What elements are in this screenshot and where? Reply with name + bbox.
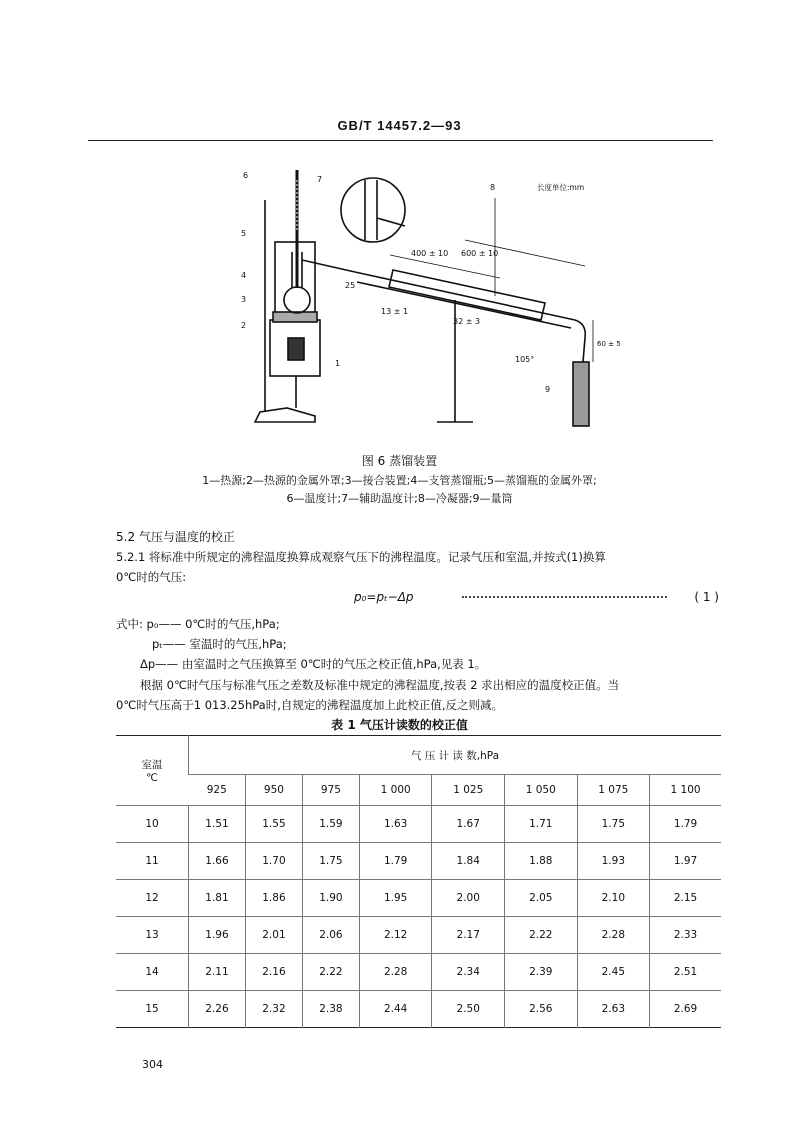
value-cell: 1.55 [245,806,302,843]
callout-7: 7 [317,175,323,184]
graduated-cylinder [573,362,589,426]
column-header-row [116,775,721,806]
temp-cell: 10 [116,806,189,843]
callout-2: 2 [241,321,247,330]
value-cell: 1.90 [302,880,359,917]
table-row [116,954,721,991]
value-cell: 1.96 [189,917,246,954]
value-cell: 2.38 [302,991,359,1028]
value-cell: 2.39 [505,954,578,991]
value-cell: 2.51 [650,954,721,991]
document-header: GB/T 14457.2—93 [337,118,462,133]
condenser-jacket [389,270,545,320]
column-header: 1 075 [577,775,650,806]
callout-1: 1 [335,359,341,368]
value-cell: 1.67 [432,806,505,843]
column-header: 975 [302,775,359,806]
table-title: 表 1 气压计读数的校正值 [331,718,468,732]
value-cell: 1.71 [505,806,578,843]
column-header: 1 050 [505,775,578,806]
table-row [116,806,721,843]
figure-legend-line-1: 1—热源;2—热源的金属外罩;3—接合装置;4—支管蒸馏瓶;5—蒸馏瓶的金属外罩; [202,474,597,487]
callout-5: 5 [241,229,247,238]
value-cell: 1.84 [432,843,505,880]
row-header-unit: ℃ [146,772,158,784]
temp-cell: 13 [116,917,189,954]
value-cell: 2.44 [359,991,432,1028]
value-cell: 2.34 [432,954,505,991]
column-header: 1 000 [359,775,432,806]
value-cell: 1.93 [577,843,650,880]
distillation-apparatus-figure [215,160,621,435]
value-cell: 1.79 [650,806,721,843]
value-cell: 2.06 [302,917,359,954]
para-1-line-1: 5.2.1 将标准中所规定的沸程温度换算成观察气压下的沸程温度。记录气压和室温,并按式(1)换算 [116,550,606,564]
value-cell: 2.11 [189,954,246,991]
dim-32: 32 ± 3 [453,317,481,326]
value-cell: 2.15 [650,880,721,917]
callout-3: 3 [241,295,247,304]
column-header: 925 [189,775,246,806]
page-number: 304 [142,1058,163,1071]
distilling-flask [284,287,310,313]
row-header-cell [116,736,189,806]
value-cell: 1.51 [189,806,246,843]
value-cell: 2.12 [359,917,432,954]
value-cell: 2.50 [432,991,505,1028]
temp-cell: 12 [116,880,189,917]
stand-base [255,408,315,422]
formula-text: p₀=pₜ−Δp [354,590,414,604]
value-cell: 1.63 [359,806,432,843]
para-1-line-2: 0℃时的气压: [116,570,187,584]
value-cell: 2.16 [245,954,302,991]
callout-9: 9 [545,385,551,394]
temp-cell: 15 [116,991,189,1028]
value-cell: 1.88 [505,843,578,880]
value-cell: 2.69 [650,991,721,1028]
value-cell: 2.33 [650,917,721,954]
value-cell: 1.75 [302,843,359,880]
dim-60: 60 ± 5 [597,340,621,348]
flask-shield [275,242,315,320]
value-cell: 1.86 [245,880,302,917]
column-header: 950 [245,775,302,806]
group-header: 气 压 计 读 数,hPa [189,736,722,775]
value-cell: 2.28 [577,917,650,954]
value-cell: 2.22 [505,917,578,954]
value-cell: 2.28 [359,954,432,991]
heat-source [288,338,304,360]
table-row [116,880,721,917]
value-cell: 1.97 [650,843,721,880]
table-row [116,991,721,1028]
inset-detail [341,178,405,242]
value-cell: 2.17 [432,917,505,954]
figure-caption: 图 6 蒸馏装置 [361,454,438,468]
value-cell: 2.00 [432,880,505,917]
figure-legend-line-2: 6—温度计;7—辅助温度计;8—冷凝器;9—量筒 [286,492,513,505]
value-cell: 1.70 [245,843,302,880]
temp-cell: 11 [116,843,189,880]
value-cell: 2.63 [577,991,650,1028]
callout-6: 6 [243,171,249,180]
section-title: 5.2 气压与温度的校正 [116,530,235,544]
unit-note: 长度单位:mm [537,183,585,192]
dim-400: 400 ± 10 [411,249,449,258]
column-header: 1 025 [432,775,505,806]
value-cell: 2.26 [189,991,246,1028]
para-2-line-1: 根据 0℃时气压与标准气压之差数及标准中规定的沸程温度,按表 2 求出相应的温度校正值。当 [140,678,620,692]
callout-8: 8 [490,183,496,192]
angle-105: 105° [515,355,535,364]
value-cell: 2.56 [505,991,578,1028]
para-2-line-2: 0℃时气压高于1 013.25hPa时,自规定的沸程温度加上此校正值,反之则减。 [116,698,504,712]
value-cell: 2.01 [245,917,302,954]
correction-table [116,735,721,1028]
row-header-label: 室温 [141,759,163,771]
side-arm [302,260,355,272]
where-line-1: 式中: p₀—— 0℃时的气压,hPa; [116,617,280,631]
value-cell: 1.75 [577,806,650,843]
table-header-row-1 [116,736,721,775]
table-row [116,917,721,954]
value-cell: 1.66 [189,843,246,880]
dim-25: 25 [345,281,356,290]
value-cell: 2.32 [245,991,302,1028]
value-cell: 2.45 [577,954,650,991]
value-cell: 1.59 [302,806,359,843]
dim-600: 600 ± 10 [461,249,499,258]
callout-4: 4 [241,271,247,280]
formula-leader [462,596,667,598]
value-cell: 2.22 [302,954,359,991]
where-line-2: pₜ—— 室温时的气压,hPa; [152,637,287,651]
formula-1 [354,590,719,604]
header-rule [88,140,713,141]
dim-13: 13 ± 1 [381,307,409,316]
value-cell: 1.79 [359,843,432,880]
table-row [116,843,721,880]
value-cell: 2.05 [505,880,578,917]
column-header: 1 100 [650,775,721,806]
value-cell: 1.95 [359,880,432,917]
temp-cell: 14 [116,954,189,991]
value-cell: 1.81 [189,880,246,917]
formula-number: ( 1 ) [694,590,719,604]
where-line-3: Δp—— 由室温时之气压换算至 0℃时的气压之校正值,hPa,见表 1。 [140,657,487,671]
value-cell: 2.10 [577,880,650,917]
